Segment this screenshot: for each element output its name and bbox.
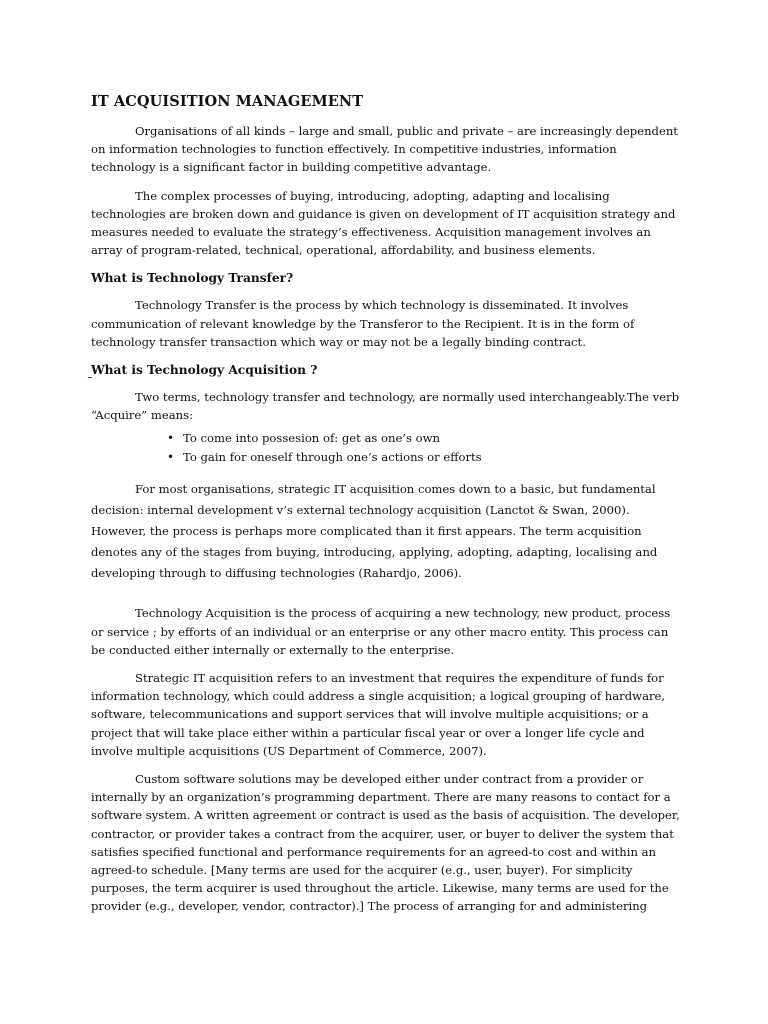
acquire-definition-list xyxy=(91,429,681,467)
list-item: • To come into possesion of: get as one’s own xyxy=(183,429,681,448)
heading-technology-transfer: What is Technology Transfer? xyxy=(91,271,294,286)
list-item: • To gain for oneself through one’s actions or efforts xyxy=(183,448,681,467)
custom-software-paragraph: Custom software solutions may be developed either under contract from a provider or internally by an organization’s programming department. There are many reasons to contact for a software system. A written agreement or contract is used as the basis of acquisition. The developer, contractor, or provider takes a contract from the acquirer, user, or buyer to deliver the system that satisfies specified functional and performance requirements for an agreed-to cost and within an agreed-to schedule. [Many terms are used for the acquirer (e.g., user, buyer). For simplicity purposes, the term acquirer is used throughout the article. Likewise, many terms are used for the provider (e.g., developer, vendor, contractor).] The process of arranging for and administering xyxy=(91,772,680,914)
document-title: IT ACQUISITION MANAGEMENT xyxy=(91,93,364,110)
strategic-investment-paragraph: Strategic IT acquisition refers to an investment that requires the expenditure of funds for information technology, which could address a single acquisition; a logical grouping of hardware, software, telecommunications and support services that will involve multiple acquisitions; or a project that will take place either within a particular fiscal year or over a longer life cycle and involve multiple acquisitions (US Department of Commerce, 2007). xyxy=(91,671,666,758)
document-body xyxy=(91,92,681,926)
intro-paragraph-1: Organisations of all kinds – large and small, public and private – are increasingly dependent on information technologies to function effectively. In competitive industries, information technology is a significant factor in building competitive advantage. xyxy=(91,124,678,175)
heading-technology-acquisition: What is Technology Acquisition ? xyxy=(91,361,681,379)
intro-paragraph-2: The complex processes of buying, introducing, adopting, adapting and localising technologies are broken down and guidance is given on development of IT acquisition strategy and measures needed to evaluate the strategy’s effectiveness. Acquisition management involves an array of program-related, technical, operational, affordability, and business elements. xyxy=(91,188,676,258)
strategic-acquisition-paragraph: For most organisations, strategic IT acquisition comes down to a basic, but fundamental decision: internal development v’s external technology acquisition (Lanctot & Swan, 2000). However, the process is perhaps more complicated than it first appears. The term acquisition denotes any of the stages from buying, introducing, applying, adopting, adapting, localising and developing through to diffusing technologies (Rahardjo, 2006). xyxy=(91,482,658,581)
paragraph-spacer xyxy=(91,594,681,604)
transfer-paragraph: Technology Transfer is the process by which technology is disseminated. It involves communication of relevant knowledge by the Transferor to the Recipient. It is in the form of technology transfer transaction which way or may not be a legally binding contract. xyxy=(91,298,635,349)
acquisition-definition-paragraph: Technology Acquisition is the process of acquiring a new technology, new product, process or service ; by efforts of an individual or an enterprise or any other macro entity. This process can be conducted either internally or externally to the enterprise. xyxy=(91,606,671,657)
acquire-intro-paragraph: Two terms, technology transfer and technology, are normally used interchangeably.The verb “Acquire” means: xyxy=(91,390,680,423)
